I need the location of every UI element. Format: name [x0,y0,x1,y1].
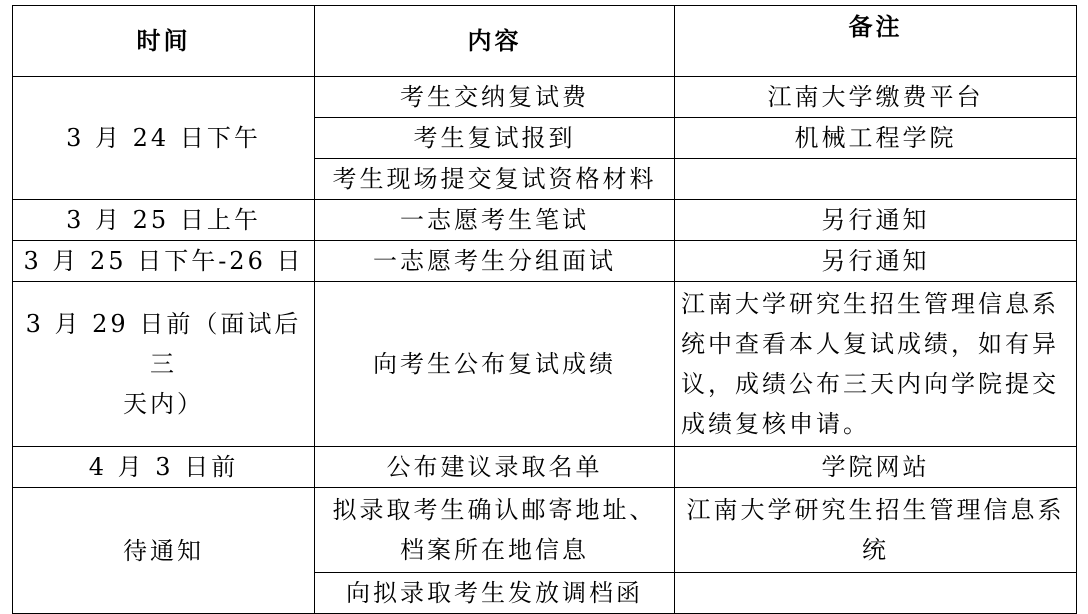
time-cell: 3 月 25 日下午-26 日 [13,241,315,282]
content-cell: 一志愿考生笔试 [315,200,675,241]
time-line: 天内） [123,390,204,418]
note-cell: 另行通知 [675,200,1077,241]
header-time: 时间 [13,6,315,77]
note-line: 议，成绩公布三天内向学院提交 [681,370,1059,398]
content-line: 拟录取考生确认邮寄地址、 [332,496,657,524]
note-cell [675,282,1077,447]
table-row [13,282,1077,447]
note-line: 成绩复核申请。 [681,410,870,438]
content-cell: 考生交纳复试费 [315,77,675,118]
schedule-table [12,5,1077,614]
table-row [13,488,1077,573]
note-line: 江南大学研究生招生管理信息系 [681,290,1059,318]
schedule-table-wrapper [12,5,1077,614]
content-line: 档案所在地信息 [400,536,589,564]
note-cell: 江南大学缴费平台 [675,77,1077,118]
time-cell [13,282,315,447]
table-row [13,447,1077,488]
time-line: 3 月 29 日前（面试后三 [25,310,302,378]
note-cell: 机械工程学院 [675,118,1077,159]
note-cell [675,488,1077,573]
table-row [13,241,1077,282]
time-cell: 3 月 24 日下午 [13,77,315,200]
note-line: 统 [862,536,889,564]
content-cell: 向考生公布复试成绩 [315,282,675,447]
time-cell: 4 月 3 日前 [13,447,315,488]
note-line: 江南大学研究生招生管理信息系 [686,496,1065,524]
time-cell: 待通知 [13,488,315,614]
note-cell [675,573,1077,614]
note-cell [675,159,1077,200]
note-cell: 学院网站 [675,447,1077,488]
content-cell: 向拟录取考生发放调档函 [315,573,675,614]
note-cell: 另行通知 [675,241,1077,282]
content-cell: 公布建议录取名单 [315,447,675,488]
time-cell: 3 月 25 日上午 [13,200,315,241]
header-note: 备注 [675,6,1077,77]
note-line: 统中查看本人复试成绩，如有异 [681,330,1059,358]
content-cell: 考生复试报到 [315,118,675,159]
content-cell: 考生现场提交复试资格材料 [315,159,675,200]
content-cell: 一志愿考生分组面试 [315,241,675,282]
table-header-row [13,6,1077,77]
content-cell [315,488,675,573]
table-row [13,77,1077,118]
header-content: 内容 [315,6,675,77]
table-row [13,200,1077,241]
